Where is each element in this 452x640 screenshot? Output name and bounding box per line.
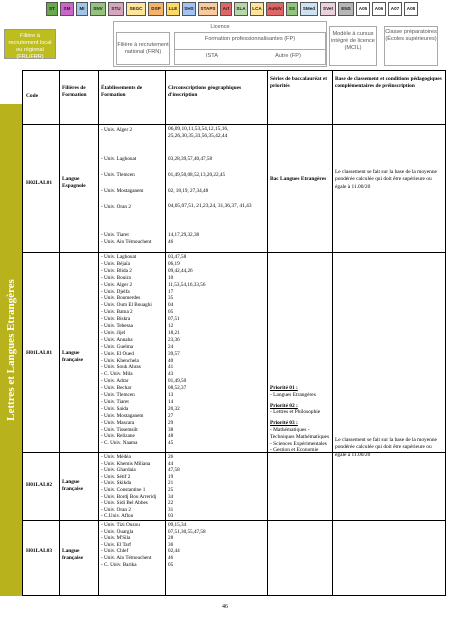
filiere-tab[interactable]: SEGC [126, 2, 146, 16]
r2-etab: - Univ. Guelma [101, 343, 134, 350]
r3-etab: - Univ. Khemis Miliana [101, 460, 151, 467]
r2-etab: - Univ. Batna 2 [101, 309, 133, 316]
header-filiere: Filières de Formation [62, 85, 87, 98]
r2-circ: 12 [168, 323, 174, 329]
filiere-tab[interactable]: AuNiV [266, 2, 284, 16]
legend-autre-fp: Autre (FP) [275, 53, 301, 59]
r2-circ: 29 [168, 419, 174, 426]
r2-circ: 03,47,58 [168, 254, 187, 260]
r2-circ: 07,51 [168, 316, 180, 323]
r2-etab: - Univ. Annaba [101, 336, 133, 343]
r3-etab: - Univ. Médéa [101, 454, 131, 460]
r2-circ: 06,19 [168, 260, 180, 267]
r3-circ: 25 [168, 487, 174, 493]
r1-etab-7: - Univ. Ain Témouchent [101, 239, 152, 245]
r2-circ: 24 [168, 343, 174, 350]
r2-circ: 45 [168, 440, 174, 447]
r2-circ: 09,42,44,26 [168, 267, 193, 274]
r3-circ: 03 [168, 513, 174, 520]
header-base: Base de classement et conditions pédagogiques complémentaires de préinscription [335, 76, 442, 89]
r2-etab: - Univ. Bouira [101, 274, 131, 281]
filiere-tab[interactable]: LCA [250, 2, 264, 16]
r3-etab: - Univ. Oran 2 [101, 506, 131, 513]
row-code: H02LAL01 [26, 180, 53, 186]
r2-circ: 40 [168, 357, 174, 364]
filiere-tab[interactable]: SMed [300, 2, 318, 16]
row-filiere: Langue française [62, 548, 83, 562]
r2-circ: 41 [168, 364, 174, 371]
col-divider [267, 71, 268, 595]
row-code: H01LAL01 [26, 350, 53, 356]
r4-circ: 46 [168, 555, 174, 561]
header-divider [23, 124, 445, 125]
r2-circ: 48 [168, 433, 174, 440]
r3-etab: - Univ. Bordj Bou Arreridj [101, 493, 157, 500]
row-series: Bac Langues Etrangères [270, 176, 327, 182]
domain-label: Lettres et Langues Etrangères [5, 279, 17, 421]
r1-etab-5: - Univ. Oran 2 [101, 204, 131, 210]
legend-professional-training [174, 32, 326, 65]
r2-etab: - Univ. El Oued [101, 350, 134, 357]
r2-circ: 17 [168, 288, 174, 295]
r3-etab: - Univ. Constantine 1 [101, 487, 146, 493]
priority-3-title: Priorité 03 : [270, 420, 298, 427]
r2-circ: 01,49,50 [168, 378, 187, 385]
filiere-tab[interactable]: DSP [148, 2, 164, 16]
r2-etab: - Univ. Tissemsilt [101, 426, 138, 433]
legend-licence [113, 21, 327, 67]
legend-ista: ISTA [205, 53, 219, 59]
r2-etab: - Univ. Relizane [101, 433, 135, 440]
r3-etab: - Univ. Skikda [101, 480, 132, 487]
filiere-tab[interactable]: A07 [388, 2, 402, 16]
r4-etab: - C. Univ. Barika [101, 561, 137, 568]
priority-1-title: Priorité 01 : [270, 385, 298, 391]
r3-etab: - C.Univ. Aflou [101, 513, 134, 520]
r4-etab: - Univ. Tizi Ouzou [101, 522, 140, 528]
legend-fp-divider [175, 49, 325, 50]
r3-etab: - Univ. Sidi Bel Abbes [101, 500, 148, 507]
legend-national-recruitment: Filière à recrutement national (FRN) [116, 32, 170, 65]
r4-etab: - Univ. El Tarf [101, 541, 132, 548]
r2-etab: - C. Univ. Mila [101, 371, 133, 378]
row-divider [23, 252, 445, 253]
legend-classes-preparatoires: Classe préparatoires (Écoles supérieures) [384, 26, 438, 66]
filiere-tab[interactable]: SNV [90, 2, 106, 16]
r1-etab-6: - Univ. Tiaret [101, 232, 129, 238]
r3-circ: 19 [168, 473, 174, 480]
row-base: Le classement se fait sur la base de la moyenne pondérée calculée qui doit être supérieure ou égale à 11.00/20 [335, 169, 437, 190]
filiere-tab[interactable]: A06 [372, 2, 386, 16]
r2-etab: - Univ. Tiaret [101, 398, 129, 405]
filiere-tab[interactable]: SHS [182, 2, 196, 16]
r2-etab: - Univ. Béjaïa [101, 260, 130, 267]
r1-circ-5: 04,05,07,51, 21,23,24, 31,36,37, 41,43 [168, 203, 252, 209]
r2-circ: 38 [168, 426, 174, 433]
r3-circ: 31 [168, 506, 174, 513]
col-divider [98, 71, 99, 595]
r2-circ: 08,52,37 [168, 385, 187, 392]
r3-circ: 47,58 [168, 467, 180, 474]
header-circonscriptions: Circonscriptions géographiques d'inscription [168, 85, 242, 98]
r1-circ-2: 03,28,39,57,40,47,58 [168, 156, 213, 162]
col-divider [332, 71, 333, 595]
r1-etab-3: - Univ. Tlemcen [101, 172, 135, 178]
r4-circ: 09,15,34 [168, 522, 187, 528]
filiere-tab[interactable]: STU [108, 2, 124, 16]
r2-circ: 35 [168, 295, 174, 302]
r2-etab: - Univ. Biskra [101, 316, 131, 323]
r2-etab: - Univ. Jijel [101, 329, 126, 336]
r4-circ: 07,51,30,55,47,58 [168, 528, 206, 535]
r4-etab: - Univ. Ouargla [101, 528, 134, 535]
r2-etab: - Univ. Blida 2 [101, 267, 132, 274]
row-code: H01LAL03 [26, 548, 53, 554]
col-divider [165, 71, 166, 595]
domain-side-band [0, 104, 22, 596]
header-series: Séries de baccalauréat et priorités [270, 76, 328, 89]
r3-etab: - Univ. Sétif 2 [101, 473, 131, 480]
filiere-tab[interactable]: LLE [166, 2, 180, 16]
french-base: Le classement se fait sur la base de la moyenne pondérée calculée qui doit être supérieure ou égale à 11.00/20 [335, 437, 437, 458]
page-number: 46 [222, 604, 228, 610]
header-etablissements: Établissements de Formation [101, 85, 143, 98]
filiere-tab[interactable]: A05 [356, 2, 370, 16]
r2-etab: - Univ. Mascara [101, 419, 135, 426]
row-divider [23, 520, 445, 521]
r2-circ: 05 [168, 309, 174, 316]
filiere-tab[interactable]: SLA [234, 2, 248, 16]
r1-etab-2: - Univ. Laghouat [101, 156, 137, 162]
r2-circ: 18,21 [168, 329, 180, 336]
french-series [270, 385, 330, 454]
filiere-tab[interactable]: Art [220, 2, 232, 16]
r2-etab: - Univ. Saida [101, 405, 129, 412]
r3-circ: 22 [168, 500, 174, 507]
r4-etab: - Univ. M'Sila [101, 535, 131, 542]
r2-circ: 39,57 [168, 350, 180, 357]
r4-etab: - Univ. Chlef [101, 548, 129, 555]
r2-etab: - Univ. Souk Ahras [101, 364, 141, 371]
r2-circ: 27 [168, 412, 174, 419]
r1-circ-1: 06,09,10,11,53,54,12,15,16, 25,26,30,35,33,56,35,42,44 [168, 126, 229, 139]
r4-etab: - Univ. Ain Témouchent [101, 555, 152, 561]
filiere-tab[interactable]: MI [76, 2, 88, 16]
r4-circ: 36 [168, 541, 174, 548]
header-code: Code [26, 93, 38, 99]
r4-circ: 28 [168, 535, 174, 542]
r3-circ: 26 [168, 454, 174, 460]
row-filiere: Langue française [62, 350, 83, 364]
row-code: H01LAL02 [26, 482, 53, 488]
r2-etab: - Univ. Boumerdes [101, 295, 141, 302]
r1-etab-1: - Univ. Alger 2 [101, 127, 133, 133]
row-filiere: Langue française [62, 479, 83, 493]
r2-etab: - C. Univ. Naama [101, 440, 138, 447]
r2-circ: 14 [168, 398, 174, 405]
col-divider [59, 71, 60, 595]
r1-circ-4: 02, 18,19, 27,34,48 [168, 188, 209, 194]
r2-etab: - Univ. Mostaganem [101, 412, 144, 419]
priority-3-text: - Mathématiques - Techniques Mathématiques - Sciences Expérimentales - Gestion et Economie [270, 426, 330, 454]
r2-circ: 10 [168, 274, 174, 281]
filiere-tab[interactable]: SM [60, 2, 74, 16]
legend-local-recruitment: Filière à recrutement local ou régional (FRL/FRR) [4, 29, 56, 59]
r3-etab: - Univ. Ghardaia [101, 467, 136, 474]
filiere-tab[interactable]: ENS [338, 2, 354, 16]
r2-circ: 11,53,54,16,33,56 [168, 281, 206, 288]
row-filiere: Langue Espagnole [62, 176, 86, 190]
r2-etab: - Univ. Tebessa [101, 323, 133, 329]
r2-etab: - Univ. Oum El Bouaghi [101, 302, 152, 309]
filiere-tab[interactable]: A08 [404, 2, 418, 16]
legend-mcil: Modèle à cursus intégré de licence (MCIL) [329, 26, 377, 66]
r2-etab: - Univ. Djelfa [101, 288, 130, 295]
r3-circ: 44 [168, 460, 174, 467]
filiere-tab[interactable]: SVet [320, 2, 336, 16]
priority-1-text: - Langues Etrangères [270, 391, 316, 398]
r1-circ-3: 01,49,50,08,52,13,20,22,45 [168, 172, 226, 178]
programs-table [22, 70, 446, 596]
legend-fp-title: Formation professionnalisantes (FP) [204, 36, 296, 42]
r2-circ: 20,32 [168, 405, 180, 412]
r2-circ: 23,36 [168, 336, 180, 343]
r1-circ-7: 46 [168, 239, 174, 245]
r4-circ: 02,44 [168, 548, 180, 555]
filiere-tab[interactable]: ST [46, 2, 58, 16]
r2-etab: - Univ. Bechar [101, 385, 132, 392]
r3-circ: 34 [168, 493, 174, 500]
r2-circ: 04 [168, 302, 174, 309]
filiere-tab[interactable]: SS [286, 2, 298, 16]
r2-etab: - Univ. Adrar [101, 378, 129, 385]
priority-2-text: - Lettres et Philosophie [270, 409, 321, 416]
r2-etab: - Univ. Khenchela [101, 357, 139, 364]
r1-etab-4: - Univ. Mostaganem [101, 188, 144, 194]
r2-etab: - Univ. Laghouat [101, 254, 137, 260]
r2-circ: 43 [168, 371, 174, 378]
r2-etab: - Univ. Alger 2 [101, 281, 133, 288]
filiere-tab-strip [46, 2, 420, 16]
r2-etab: - Univ. Tlemcen [101, 392, 135, 398]
r1-circ-6: 14,17,29,32,38 [168, 232, 200, 238]
r2-circ: 13 [168, 392, 174, 398]
filiere-tab[interactable]: STAPS [198, 2, 218, 16]
r3-circ: 21 [168, 480, 174, 487]
priority-2-title: Priorité 02 : [270, 402, 298, 409]
legend-licence-title: Licence [210, 24, 230, 30]
r4-circ: 05 [168, 561, 174, 568]
